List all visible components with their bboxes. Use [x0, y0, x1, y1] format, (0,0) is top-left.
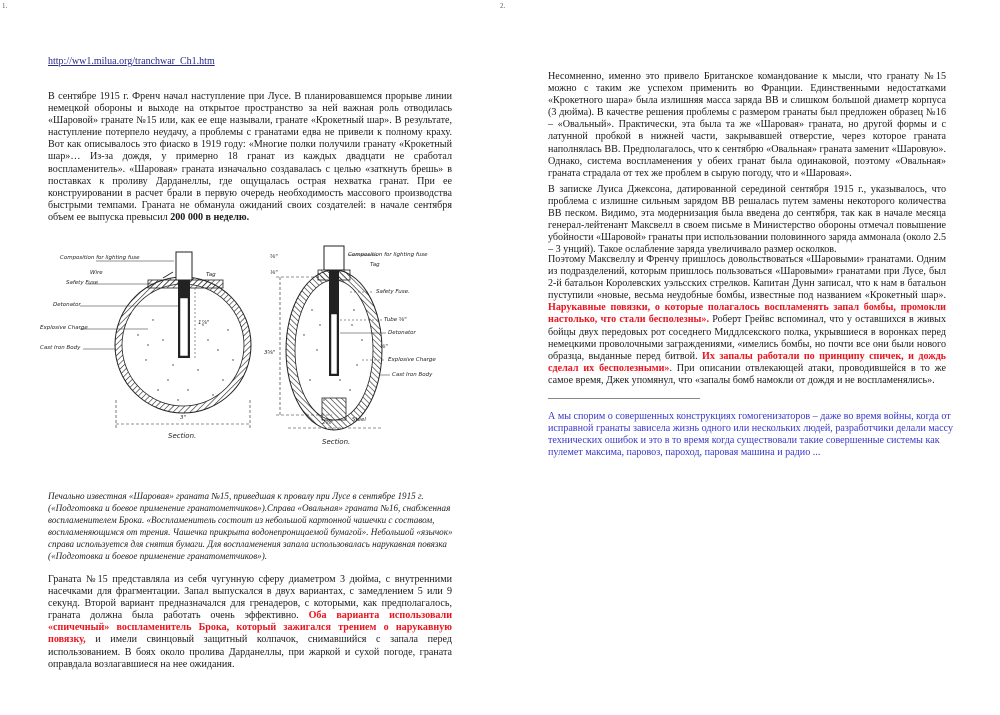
- highlight-red: Нарукавные повязки, о которые полагалось воспламенять запал бомбы, промокли настолько, что стали бесполезны».: [548, 302, 946, 326]
- label-tube: Tube ⅝": [384, 317, 407, 323]
- page-right: [500, 0, 1000, 715]
- label-explosive: Explosive Charge: [388, 357, 436, 363]
- paragraph-loos-accounts: [548, 254, 946, 387]
- label-tag: Tag: [370, 262, 380, 268]
- figure-section-label: Section.: [322, 438, 351, 446]
- label-tag: Tag: [206, 272, 216, 278]
- label-composition: Composition for lighting fuse: [348, 252, 428, 258]
- page-number: 2.: [500, 2, 506, 10]
- paragraph-text: . При описании отвлекающей атаки, проводившейся в то же самое время, Джек упомянул, что «запалы бомб намокли от дождя и не воспламенялись».: [548, 362, 946, 386]
- label-body: Cast Iron Body: [392, 372, 433, 378]
- paragraph-text: и имели свинцовый защитный колпачок, снимавшийся с запала перед использованием. В боях около пролива Дарданеллы, при жаркой и сухой погоде, граната оправдала возлагавшиеся на нее ожидания.: [48, 634, 452, 670]
- source-link[interactable]: http://ww1.milua.org/tranchwar_Ch1.htm: [48, 56, 215, 67]
- label-wall: ⅜": [380, 344, 388, 350]
- label-dim-top-2: ⅛": [270, 270, 278, 276]
- label-dim-width: 2⅜": [322, 420, 334, 426]
- figure-grenade-no15-section: [28, 240, 258, 440]
- grenade-sphere-drawing: [28, 240, 258, 440]
- section-divider: [548, 398, 700, 399]
- paragraph-british-command: Несомненно, именно это привело Британское командование к мысли, что гранату №15 можно с таким же успехом применить во Франции. Единственными недостатками «Крокетного шара» была излишняя масса заряда ВВ и слишком большой диаметр корпуса (3 дюйма). В качестве решения проблемы с размером гранаты был предложен образец №16 – «Овальный». Практически, эта была та же «Шаровая» граната, но другой формы и с латунной пробкой в нижней части, закрывавшей отверстие, через которое граната наполнялась ВВ. Предполагалось, что к сентябрю «Овальная» граната заменит «Шаровую». Однако, система воспламенения у обеих гранат была одинаковой, поэтому «Овальная» граната страдала от тех же проблем в сырую погоду, что и «Шаровая».: [548, 71, 946, 179]
- label-dim-top: ⅝": [270, 254, 278, 260]
- label-detonator: Detonator: [388, 330, 416, 336]
- paragraph-text: Граната №15 представляла из себя чугунную сферу диаметром 3 дюйма, с внутренними насечками для фрагментации. Запал выпускался в двух вариантах, с замедлением 5 или 9 секунд. Второй вариант предназначался для гренадеров, с которыми, как предполагалось, граната должна была работать очень эффективно.: [48, 574, 452, 622]
- label-body: Cast Iron Body: [40, 345, 81, 351]
- label-wire: Wire: [90, 270, 103, 276]
- paragraph-intro: [48, 91, 452, 224]
- paragraph-grenade-description: [48, 574, 452, 671]
- figure-section-label: Section.: [168, 432, 197, 440]
- paragraph-text: Поэтому Максвеллу и Френчу пришлось довольствоваться «Шаровыми» гранатами. Одним из подразделений, которым пришлось пользоваться «Шаровыми» гранатами при Лусе, был 2-й батальон Королевских уэльсских стрелков. Капитан Дунн записал, что к нам в батальон пуступили «новые, весьма неудобные бомбы, известные под названием «Крокетный шар».: [548, 254, 946, 302]
- label-safety-fuse: Safety Fuse: [66, 280, 99, 286]
- label-safety-fuse: Safety Fuse.: [376, 289, 410, 295]
- paragraph-bold-figure: 200 000 в неделю.: [170, 211, 250, 223]
- label-explosive: Explosive Charge: [40, 325, 88, 331]
- author-commentary: А мы спорим о совершенных конструкциях гомогенизаторов – даже во время войны, когда от исправной гранаты зависела жизнь одного или нескольких людей, разработчики делали массу технических ошибок и это в то время когда существовали такие совершенные системы как пулемет максима, паровоз, пароход, паровая машина и радио ...: [548, 411, 953, 459]
- highlight-red: Оба варианта использовали «спичечный» воспламенитель Брока, который зажигался трением о нарукавную повязку,: [48, 610, 453, 646]
- label-detonator: Detonator: [53, 302, 81, 308]
- paragraph-text: Роберт Грейвс вспоминал, что у оставшихся в живых бойцы двух передовых рот соседнего Миддлсекского полка, укрывшиеся в воронках перед немецкими проволочными заграждениями, «имелись бомбы, но почти все они были нового образца, выданные перед битвой.: [548, 314, 947, 362]
- label-dim-tube: 1⅞": [198, 320, 210, 326]
- label-composition: Composition for lighting fuse: [60, 255, 140, 261]
- highlight-red: Их запалы работали по принципу спичек, и дождь сделал их бесполезными»: [548, 350, 947, 374]
- paragraph-text: В сентябре 1915 г. Френч начал наступление при Лусе. В планировавшемся прорыве линии немецкой обороны и выходе на открытое пространство за ней важная роль отводилась «Шаровой» гранате №15 или, как ее еще называли, гранате «Крокетный шар». В результате, наступление потерпело неудачу, а проблемы с гранатами едва не привели к полному краху. Вот как описывалось это фиаско в 1919 году: «Многие полки получили гранату «Крокетный шар»… Из-за дождя, у примерно 18 гранат из каждых двадцати не сработал воспламенитель». «Шаровая» граната изначально создавалась с целью «заткнуть брешь» в поставках к проливу Дарданеллы, где ощущалась острая нехватка гранат. При ее конструировании в расчет брали в первую очередь необходимость массового производства быстрыми темпами. Граната не обманула ожиданий своих создателей: в начале сентября объем ее выпуска превысил: [48, 91, 452, 223]
- label-steel: Steel: [352, 417, 366, 423]
- figure-caption: Печально известная «Шаровая» граната №15, приведшая к провалу при Лусе в сентябре 1915 г. («Подготовка и боевое применение гранатометчиков»).Справа «Овальная» граната №16, снабженная воспламенителем Брока. «Воспламенитель состоит из небольшой картонной чашечки с составом, воспламеняющимся от трения. Чашечка прикрыта водонепроницаемой бумагой». Небольшой «язычок» справа используется для снятия бумаги. Для воспламенения запала использовалась нарукавная повязка («Подготовка и боевое применение гранатометчиков»).: [48, 491, 453, 562]
- page-number: 1.: [2, 2, 8, 10]
- label-dim-width: 3": [180, 415, 187, 421]
- figure-grenade-no16-section: [262, 240, 462, 450]
- label-dim-height: 3⅝": [264, 350, 276, 356]
- paragraph-jackson-note: В записке Луиса Джексона, датированной серединой сентября 1915 г., указывалось, что проблема с излишне сильным зарядом ВВ решалась путем замены некоторого количества ВВ песком. Видимо, эта модернизация была введена до сентября, так как в начале месяца генерал-лейтенант Максвелл в своем письме в Министерство обороны отмечал повышение убойности «Шаровой» гранаты при использовании половинного заряда аммонала (около 2.5 – 3 унций). Такое ослабление заряда увеличивало размер осколков.: [548, 184, 946, 256]
